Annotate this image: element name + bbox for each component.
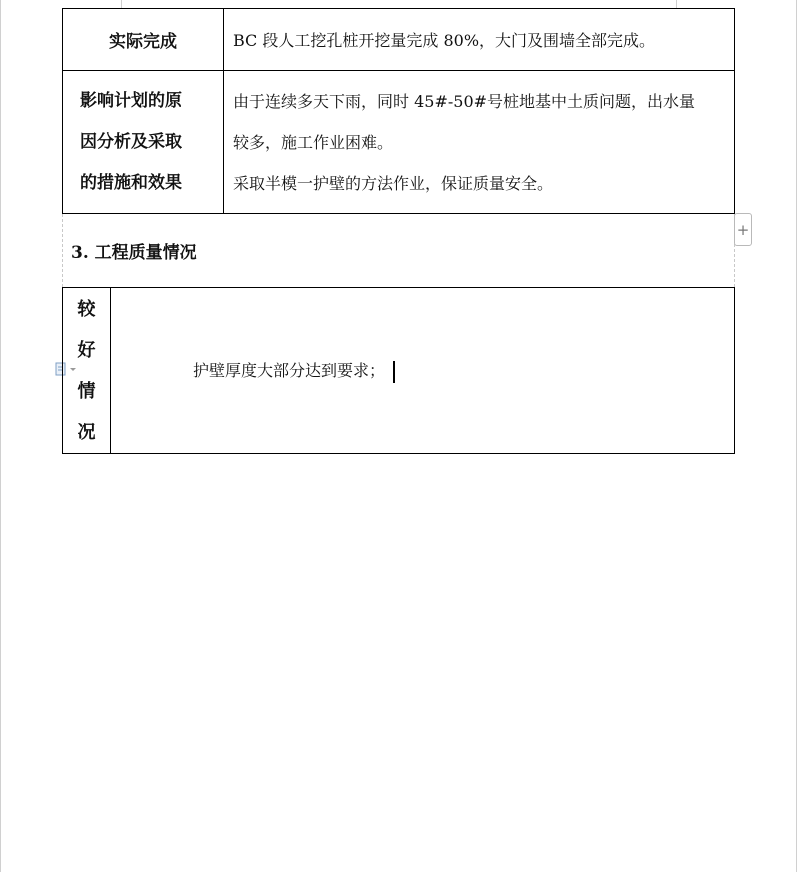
plus-icon: + (736, 220, 750, 239)
actual-completion-value[interactable]: BC 段人工挖孔桩开挖量完成 80%，大门及围墙全部完成。 (224, 9, 735, 71)
impact-value-line: 由于连续多天下雨，同时 45#-50#号桩地基中土质问题，出水量 (233, 91, 696, 111)
good-status-label[interactable] (63, 288, 111, 454)
good-status-text: 护壁厚度大部分达到要求； (193, 361, 386, 381)
ruler-mark-right (676, 0, 677, 8)
impact-value-line: 采取半模一护壁的方法作业，保证质量安全。 (233, 173, 554, 193)
impact-value-line: 较多，施工作业困难。 (233, 132, 394, 152)
section-heading-area[interactable] (62, 214, 735, 287)
quality-table (62, 287, 735, 454)
table-row-actual-completion (63, 9, 735, 71)
add-row-button[interactable] (734, 213, 752, 246)
impact-label-line: 因分析及采取 (80, 131, 182, 152)
good-status-label-char: 较 (77, 298, 96, 320)
text-cursor (393, 361, 395, 383)
good-status-label-char: 情 (77, 380, 96, 402)
ruler-mark-left (121, 0, 122, 8)
impact-analysis-value[interactable] (224, 71, 735, 214)
good-status-content[interactable] (111, 288, 735, 454)
impact-label-line: 影响计划的原 (80, 90, 182, 111)
section-title-quality: 3. 工程质量情况 (71, 243, 197, 263)
table-row-good-status (63, 288, 735, 454)
table-row-impact-analysis (63, 71, 735, 214)
impact-label-line: 的措施和效果 (80, 172, 182, 193)
page-left-edge (0, 0, 1, 872)
progress-table (62, 8, 735, 214)
good-status-label-char: 况 (77, 421, 96, 443)
impact-analysis-label[interactable] (63, 71, 224, 214)
good-status-label-char: 好 (77, 339, 96, 361)
actual-completion-label[interactable]: 实际完成 (63, 9, 224, 71)
